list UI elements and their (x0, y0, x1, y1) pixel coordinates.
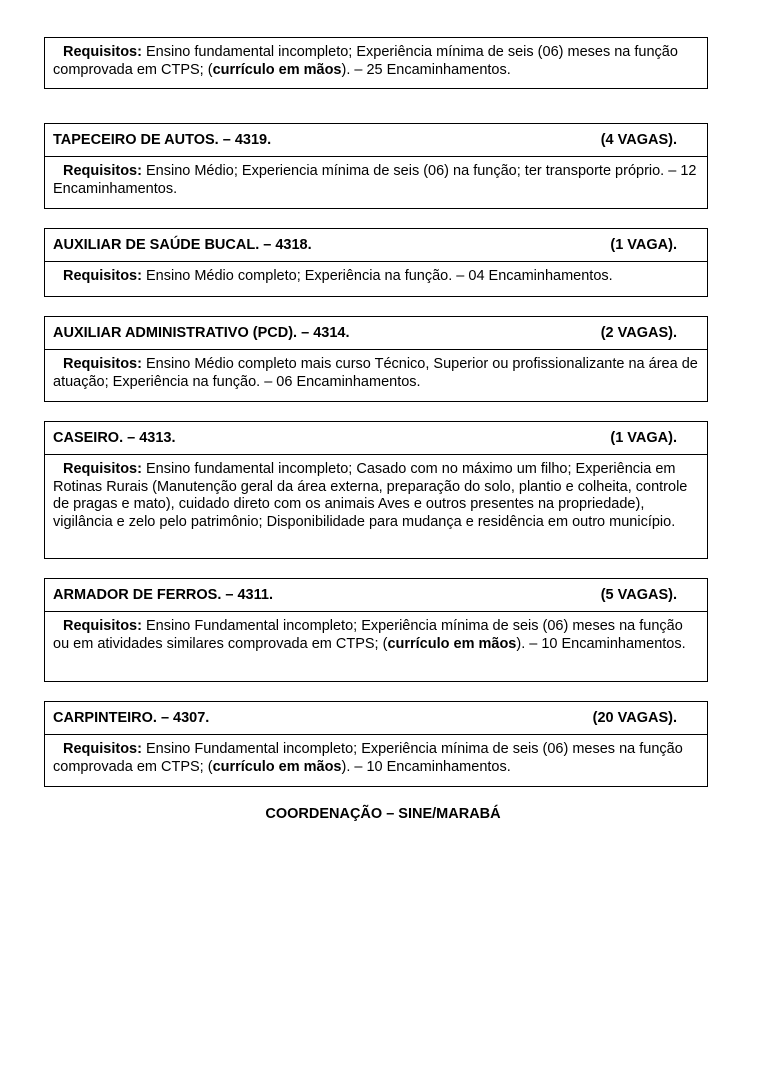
requirements-text: Ensino fundamental incompleto; Casado com no máximo um filho; Experiência em Rotinas Rurais (Manutenção geral da área externa, preparação do solo, plantio e colheita, controle de pragas e mato), cuidado direto com os animais Aves e outros presentes na propriedade), vigilância e zelo pelo patrimônio; Disponibilidade para mudança e residência em outro município. (53, 461, 688, 530)
job-header (45, 317, 707, 350)
job-vacancies: (2 VAGAS). (600, 325, 677, 341)
job-vacancies: (4 VAGAS). (600, 132, 677, 148)
job-vacancies: (5 VAGAS). (600, 587, 677, 603)
job-header (45, 124, 707, 157)
job-header (45, 229, 707, 262)
requirements (45, 38, 707, 86)
job-card (44, 37, 708, 89)
requirements-emphasis: currículo em mãos (212, 61, 342, 78)
job-title: CARPINTEIRO. – 4307. (53, 710, 210, 726)
requirements-text: ). – 10 Encaminhamentos. (516, 635, 686, 652)
requirements-text: ). – 10 Encaminhamentos. (341, 758, 511, 775)
requirements-label: Requisitos: (63, 461, 142, 477)
job-card (44, 316, 708, 402)
job-title: ARMADOR DE FERROS. – 4311. (53, 587, 273, 603)
job-vacancies: (1 VAGA). (610, 430, 677, 446)
requirements-text: Ensino Fundamental incompleto; Experiência mínima de seis (06) meses na função ou em atividades similares comprovada em CTPS; ( (53, 618, 683, 652)
job-title: AUXILIAR ADMINISTRATIVO (PCD). – 4314. (53, 325, 350, 341)
job-card (44, 701, 708, 787)
coordination-footer: COORDENAÇÃO – SINE/MARABÁ (265, 806, 501, 822)
requirements-text: Ensino Fundamental incompleto; Experiência mínima de seis (06) meses na função comprovada em CTPS; ( (53, 741, 683, 775)
job-card (44, 578, 708, 682)
job-vacancies: (1 VAGA). (610, 237, 677, 253)
requirements-label: Requisitos: (63, 741, 142, 757)
job-title: AUXILIAR DE SAÚDE BUCAL. – 4318. (53, 237, 312, 253)
requirements (45, 735, 707, 783)
requirements-text: Ensino Médio completo mais curso Técnico, Superior ou profissionalizante na área de atuação; Experiência na função. – 06 Encaminhamentos. (53, 356, 698, 390)
requirements (45, 157, 707, 205)
job-vacancies: (20 VAGAS). (592, 710, 677, 726)
job-card (44, 228, 708, 297)
requirements (45, 612, 707, 660)
requirements (45, 350, 707, 398)
job-card (44, 123, 708, 209)
job-title: TAPECEIRO DE AUTOS. – 4319. (53, 132, 272, 148)
requirements-label: Requisitos: (63, 268, 142, 284)
requirements (45, 455, 707, 538)
job-title: CASEIRO. – 4313. (53, 430, 176, 446)
job-header (45, 702, 707, 735)
job-card (44, 421, 708, 559)
job-header (45, 422, 707, 455)
requirements-label: Requisitos: (63, 356, 142, 372)
requirements-emphasis: currículo em mãos (212, 758, 342, 775)
requirements-text: Ensino fundamental incompleto; Experiência mínima de seis (06) meses na função comprovada em CTPS; ( (53, 44, 678, 78)
requirements-emphasis: currículo em mãos (387, 635, 517, 652)
job-header (45, 579, 707, 612)
requirements-label: Requisitos: (63, 618, 142, 634)
requirements-text: ). – 25 Encaminhamentos. (341, 61, 511, 78)
requirements-text: Ensino Médio completo; Experiência na função. – 04 Encaminhamentos. (141, 268, 613, 284)
requirements-label: Requisitos: (63, 163, 142, 179)
requirements-label: Requisitos: (63, 44, 142, 60)
requirements (45, 262, 707, 293)
requirements-text: Ensino Médio; Experiencia mínima de seis (06) na função; ter transporte próprio. – 12 Encaminhamentos. (53, 163, 697, 197)
